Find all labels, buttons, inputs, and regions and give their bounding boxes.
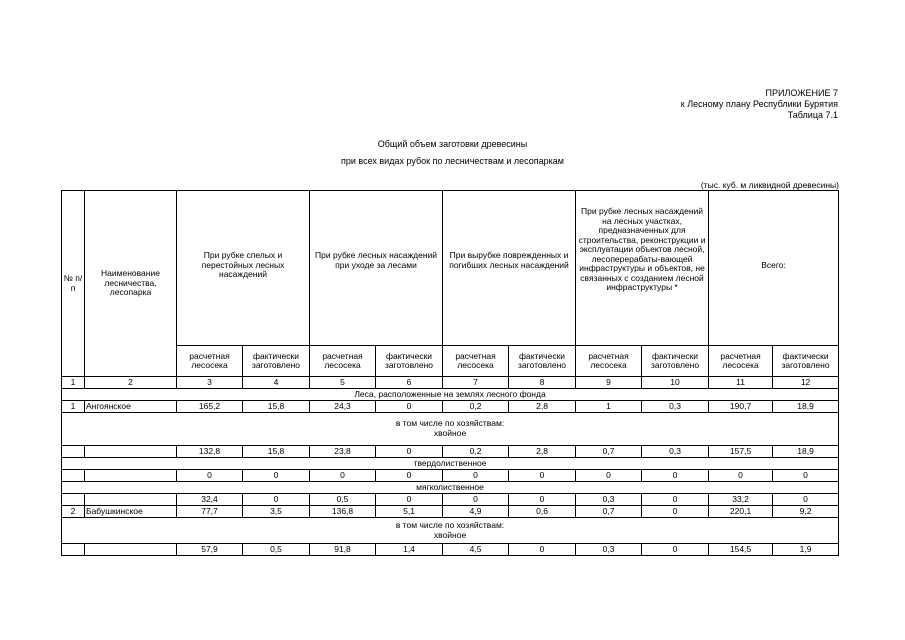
value-cell: 91,8 [310, 544, 376, 556]
column-number: 6 [376, 377, 443, 389]
value-cell: 132,8 [177, 446, 243, 458]
value-cell: 1 [576, 401, 642, 413]
value-cell: 0 [642, 544, 709, 556]
value-cell: 0 [443, 494, 509, 506]
subheader-planned: расчетная лесосека [709, 346, 773, 377]
appendix-header [681, 88, 838, 121]
value-cell: 0 [376, 401, 443, 413]
category-row [62, 482, 839, 494]
value-cell: 33,2 [709, 494, 773, 506]
column-numbers-row [62, 377, 839, 389]
value-cell: 0 [310, 470, 376, 482]
harvest-table [61, 190, 839, 556]
value-cell: 0 [376, 446, 443, 458]
value-cell: 1,4 [376, 544, 443, 556]
table-number: Таблица 7.1 [787, 110, 838, 120]
value-cell: 15,8 [243, 401, 310, 413]
value-cell: 220,1 [709, 506, 773, 518]
value-cell: 0 [376, 470, 443, 482]
column-number: 5 [310, 377, 376, 389]
value-cell: 0,5 [243, 544, 310, 556]
appendix-subtitle: к Лесному плану Республики Бурятия [680, 99, 838, 109]
value-cell: 0 [773, 470, 839, 482]
column-number: 2 [85, 377, 177, 389]
value-cell: 0 [642, 506, 709, 518]
softwood-label: мягколиственное [62, 482, 839, 494]
group-total-header: Всего: [709, 191, 839, 346]
section-row [62, 389, 839, 401]
col-name-header: Наименование лесничества, лесопарка [85, 191, 177, 377]
value-cell: 0 [773, 494, 839, 506]
value-cell: 0,6 [509, 506, 576, 518]
value-cell: 154,5 [709, 544, 773, 556]
value-cell: 0,5 [310, 494, 376, 506]
value-cell: 0 [177, 470, 243, 482]
farm-breakdown-label: в том числе по хозяйствам: [395, 418, 505, 428]
value-cell: 136,8 [310, 506, 376, 518]
farm-breakdown-row [62, 413, 839, 446]
value-cell: 0 [642, 470, 709, 482]
value-cell: 4,9 [443, 506, 509, 518]
value-cell: 18,9 [773, 446, 839, 458]
category-row [62, 458, 839, 470]
value-cell: 0 [709, 470, 773, 482]
group-damaged-header: При вырубке поврежденных и погибших лесных насаждений [443, 191, 576, 346]
table-row [62, 401, 839, 413]
subheader-actual: фактически заготовлено [642, 346, 709, 377]
forestry-name: Ангоянское [85, 401, 177, 413]
hardwood-label: твердолиственное [62, 458, 839, 470]
value-cell: 0 [243, 470, 310, 482]
column-number: 9 [576, 377, 642, 389]
subheader-actual: фактически заготовлено [376, 346, 443, 377]
units-note: (тыс. куб. м ликвидной древесины) [700, 180, 839, 190]
subheader-planned: расчетная лесосека [443, 346, 509, 377]
col-number-header: № п/п [62, 191, 85, 377]
column-number: 7 [443, 377, 509, 389]
column-number: 8 [509, 377, 576, 389]
conifer-label: хвойное [433, 427, 467, 438]
farm-breakdown-cell [62, 413, 839, 446]
subheader-planned: расчетная лесосека [177, 346, 243, 377]
subheader-actual: фактически заготовлено [509, 346, 576, 377]
appendix-title: ПРИЛОЖЕНИЕ 7 [765, 88, 838, 98]
subheader-planned: расчетная лесосека [576, 346, 642, 377]
column-number: 12 [773, 377, 839, 389]
table-row [62, 494, 839, 506]
subheader-planned: расчетная лесосека [310, 346, 376, 377]
value-cell: 77,7 [177, 506, 243, 518]
value-cell: 0 [576, 470, 642, 482]
value-cell: 5,1 [376, 506, 443, 518]
value-cell: 0 [376, 494, 443, 506]
value-cell: 157,5 [709, 446, 773, 458]
column-number: 1 [62, 377, 85, 389]
value-cell: 0 [243, 494, 310, 506]
table-row [62, 446, 839, 458]
value-cell: 2,8 [509, 401, 576, 413]
group-care-header: При рубке лесных насаждений при уходе за лесами [310, 191, 443, 346]
value-cell: 0,2 [443, 401, 509, 413]
forestry-name: Бабушкинское [85, 506, 177, 518]
value-cell: 0 [443, 470, 509, 482]
value-cell: 0,3 [642, 446, 709, 458]
section-title: Леса, расположенные на землях лесного фонда [62, 389, 839, 401]
value-cell: 0,3 [576, 494, 642, 506]
value-cell: 57,9 [177, 544, 243, 556]
value-cell: 0 [642, 494, 709, 506]
value-cell: 4,5 [443, 544, 509, 556]
document-title-line1: Общий объем заготовки древесины [377, 139, 528, 149]
header-row [62, 191, 839, 346]
value-cell: 0,7 [576, 446, 642, 458]
row-number: 2 [62, 506, 85, 518]
row-number: 1 [62, 401, 85, 413]
farm-breakdown-cell [62, 518, 839, 544]
column-number: 11 [709, 377, 773, 389]
document-title-line2: при всех видах рубок по лесничествам и лесопаркам [341, 156, 564, 166]
value-cell: 0 [509, 470, 576, 482]
value-cell: 0 [509, 544, 576, 556]
table-row [62, 470, 839, 482]
subheader-row [62, 346, 839, 377]
value-cell: 0,7 [576, 506, 642, 518]
value-cell: 15,8 [243, 446, 310, 458]
value-cell: 18,9 [773, 401, 839, 413]
value-cell: 165,2 [177, 401, 243, 413]
value-cell: 32,4 [177, 494, 243, 506]
column-number: 10 [642, 377, 709, 389]
farm-breakdown-row [62, 518, 839, 544]
value-cell: 190,7 [709, 401, 773, 413]
value-cell: 3,5 [243, 506, 310, 518]
value-cell: 24,3 [310, 401, 376, 413]
value-cell: 0 [509, 494, 576, 506]
subheader-actual: фактически заготовлено [243, 346, 310, 377]
group-construction-header: При рубке лесных насаждений на лесных участках, предназначенных для строительства, реконструкции и эксплуатации объектов лесной, лесоперерабаты-вающей инфраструктуры и объектов, не связанных с созданием лесной инфраструктуры * [576, 191, 709, 346]
table-row [62, 506, 839, 518]
group-mature-header: При рубке спелых и перестойных лесных насаждений [177, 191, 310, 346]
value-cell: 9,2 [773, 506, 839, 518]
column-number: 4 [243, 377, 310, 389]
value-cell: 2,8 [509, 446, 576, 458]
value-cell: 1,9 [773, 544, 839, 556]
table-row [62, 544, 839, 556]
conifer-label: хвойное [433, 529, 467, 540]
subheader-actual: фактически заготовлено [773, 346, 839, 377]
value-cell: 23,8 [310, 446, 376, 458]
farm-breakdown-label: в том числе по хозяйствам: [395, 520, 505, 530]
column-number: 3 [177, 377, 243, 389]
value-cell: 0,3 [642, 401, 709, 413]
value-cell: 0,2 [443, 446, 509, 458]
value-cell: 0,3 [576, 544, 642, 556]
